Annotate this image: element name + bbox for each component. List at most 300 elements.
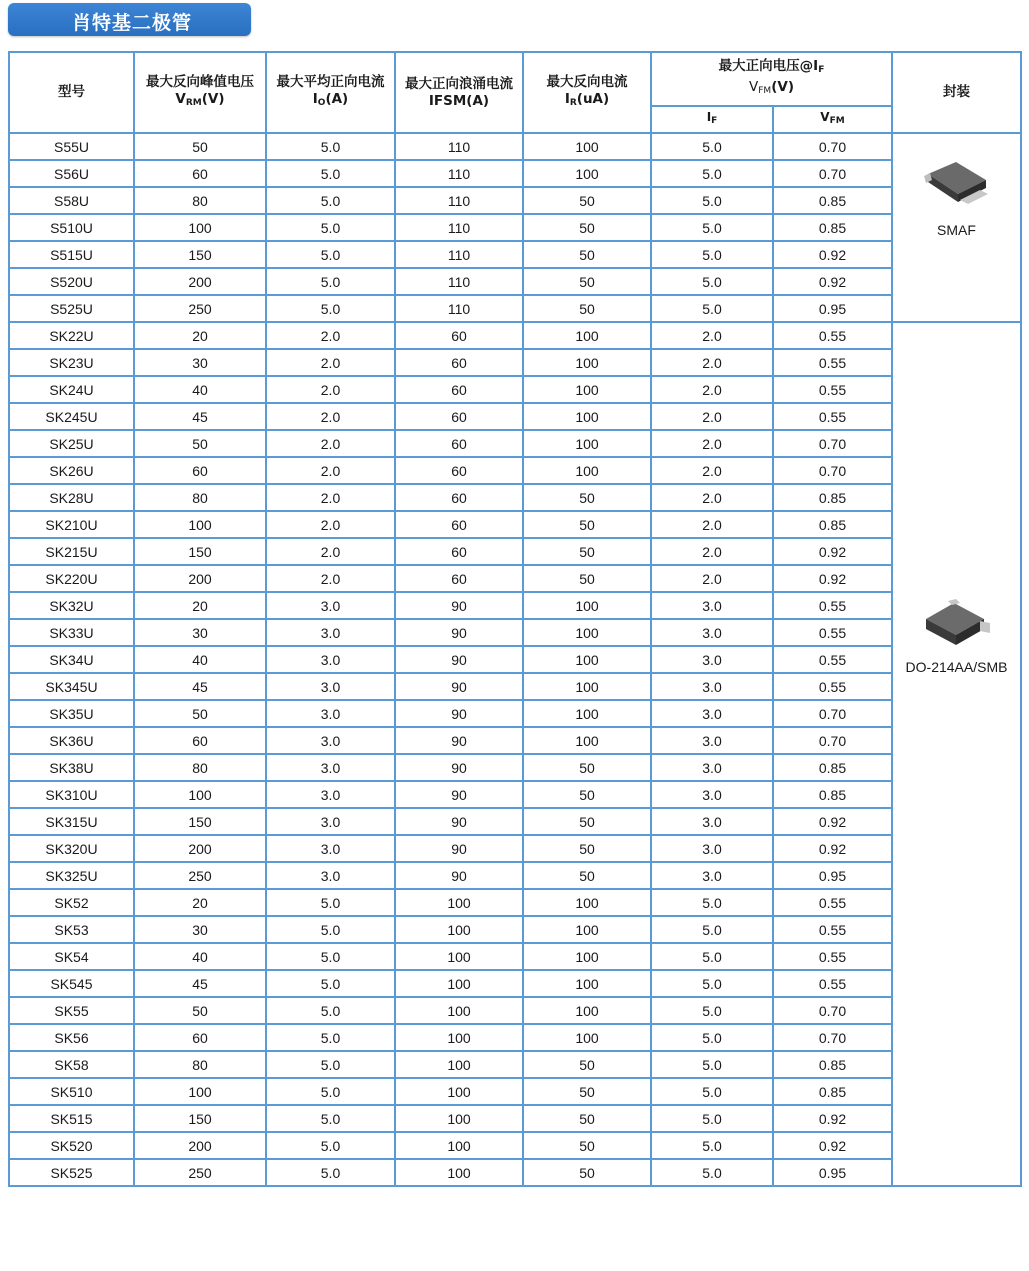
cell-io: 2.0	[266, 538, 395, 565]
cell-model: SK32U	[9, 592, 134, 619]
cell-if: 2.0	[651, 484, 773, 511]
cell-io: 2.0	[266, 403, 395, 430]
table-row	[9, 349, 1021, 376]
table-row	[9, 673, 1021, 700]
cell-vfm: 0.55	[773, 376, 892, 403]
cell-io: 3.0	[266, 727, 395, 754]
cell-vfm: 0.92	[773, 835, 892, 862]
cell-ir: 50	[523, 1105, 651, 1132]
cell-model: SK325U	[9, 862, 134, 889]
cell-ifsm: 110	[395, 133, 523, 160]
cell-vfm: 0.70	[773, 700, 892, 727]
cell-model: SK310U	[9, 781, 134, 808]
cell-if: 5.0	[651, 943, 773, 970]
table-row	[9, 781, 1021, 808]
cell-ir: 100	[523, 376, 651, 403]
smb-package-icon	[920, 593, 994, 649]
cell-ir: 50	[523, 295, 651, 322]
cell-ifsm: 90	[395, 619, 523, 646]
section-title-tag	[8, 3, 251, 36]
cell-vrm: 200	[134, 1132, 266, 1159]
cell-vfm: 0.55	[773, 970, 892, 997]
cell-model: SK515	[9, 1105, 134, 1132]
cell-vfm: 0.92	[773, 1132, 892, 1159]
cell-model: SK210U	[9, 511, 134, 538]
spec-table	[8, 51, 1022, 1187]
cell-vfm: 0.55	[773, 673, 892, 700]
cell-if: 5.0	[651, 916, 773, 943]
cell-model: S515U	[9, 241, 134, 268]
spec-table-body	[9, 133, 1021, 1186]
cell-vrm: 250	[134, 862, 266, 889]
cell-ifsm: 60	[395, 457, 523, 484]
cell-ir: 50	[523, 1078, 651, 1105]
cell-if: 5.0	[651, 1159, 773, 1186]
cell-vfm: 0.55	[773, 916, 892, 943]
cell-ir: 50	[523, 484, 651, 511]
cell-ifsm: 90	[395, 673, 523, 700]
cell-io: 2.0	[266, 484, 395, 511]
cell-model: SK53	[9, 916, 134, 943]
cell-ifsm: 90	[395, 754, 523, 781]
cell-io: 5.0	[266, 1051, 395, 1078]
cell-vrm: 150	[134, 808, 266, 835]
cell-vrm: 40	[134, 943, 266, 970]
cell-vrm: 150	[134, 241, 266, 268]
cell-ifsm: 60	[395, 403, 523, 430]
cell-model: S510U	[9, 214, 134, 241]
cell-if: 2.0	[651, 511, 773, 538]
cell-ifsm: 90	[395, 808, 523, 835]
cell-ir: 50	[523, 754, 651, 781]
cell-ifsm: 100	[395, 1159, 523, 1186]
package-cell-smb	[892, 322, 1021, 1186]
cell-if: 2.0	[651, 376, 773, 403]
cell-io: 5.0	[266, 916, 395, 943]
cell-vfm: 0.92	[773, 268, 892, 295]
cell-ifsm: 110	[395, 268, 523, 295]
cell-vrm: 60	[134, 1024, 266, 1051]
cell-ifsm: 100	[395, 997, 523, 1024]
cell-io: 5.0	[266, 943, 395, 970]
cell-model: SK22U	[9, 322, 134, 349]
cell-vrm: 50	[134, 430, 266, 457]
cell-ir: 100	[523, 403, 651, 430]
cell-model: SK510	[9, 1078, 134, 1105]
cell-ifsm: 90	[395, 781, 523, 808]
cell-vfm: 0.70	[773, 160, 892, 187]
cell-vfm: 0.92	[773, 565, 892, 592]
cell-model: SK520	[9, 1132, 134, 1159]
cell-model: SK320U	[9, 835, 134, 862]
cell-if: 5.0	[651, 268, 773, 295]
cell-io: 5.0	[266, 970, 395, 997]
cell-vrm: 80	[134, 187, 266, 214]
header-if: $I_F$	[651, 106, 773, 133]
cell-model: S58U	[9, 187, 134, 214]
cell-if: 5.0	[651, 889, 773, 916]
table-row	[9, 565, 1021, 592]
cell-ir: 100	[523, 646, 651, 673]
cell-model: SK245U	[9, 403, 134, 430]
cell-if: 5.0	[651, 295, 773, 322]
cell-model: SK23U	[9, 349, 134, 376]
table-row	[9, 430, 1021, 457]
cell-vrm: 45	[134, 970, 266, 997]
cell-if: 2.0	[651, 430, 773, 457]
cell-io: 2.0	[266, 322, 395, 349]
cell-ir: 50	[523, 1051, 651, 1078]
cell-io: 3.0	[266, 862, 395, 889]
table-row	[9, 133, 1021, 160]
table-row	[9, 970, 1021, 997]
cell-vfm: 0.95	[773, 1159, 892, 1186]
cell-if: 5.0	[651, 1078, 773, 1105]
cell-ir: 50	[523, 565, 651, 592]
cell-ir: 50	[523, 808, 651, 835]
table-row	[9, 1159, 1021, 1186]
cell-io: 3.0	[266, 781, 395, 808]
table-row	[9, 214, 1021, 241]
cell-ifsm: 90	[395, 700, 523, 727]
cell-model: SK28U	[9, 484, 134, 511]
cell-model: SK25U	[9, 430, 134, 457]
cell-model: SK56	[9, 1024, 134, 1051]
cell-model: SK215U	[9, 538, 134, 565]
cell-io: 3.0	[266, 808, 395, 835]
header-vfm: $V_{FM}$	[773, 106, 892, 133]
cell-if: 5.0	[651, 1051, 773, 1078]
cell-if: 2.0	[651, 538, 773, 565]
cell-ir: 100	[523, 1024, 651, 1051]
cell-ir: 100	[523, 322, 651, 349]
cell-vfm: 0.70	[773, 430, 892, 457]
table-row	[9, 160, 1021, 187]
cell-model: SK24U	[9, 376, 134, 403]
header-ifsm: 最大正向浪涌电流 IFSM(A)	[395, 52, 523, 133]
cell-if: 2.0	[651, 349, 773, 376]
cell-io: 5.0	[266, 160, 395, 187]
cell-ifsm: 60	[395, 538, 523, 565]
table-row	[9, 538, 1021, 565]
smaf-package-icon	[920, 156, 994, 212]
cell-vrm: 30	[134, 349, 266, 376]
cell-model: S55U	[9, 133, 134, 160]
cell-vfm: 0.55	[773, 322, 892, 349]
cell-vfm: 0.85	[773, 214, 892, 241]
cell-ir: 50	[523, 1132, 651, 1159]
cell-vrm: 200	[134, 835, 266, 862]
cell-ir: 100	[523, 592, 651, 619]
cell-ir: 100	[523, 970, 651, 997]
cell-if: 2.0	[651, 403, 773, 430]
table-row	[9, 295, 1021, 322]
cell-model: SK345U	[9, 673, 134, 700]
cell-if: 2.0	[651, 457, 773, 484]
header-model: 型号	[9, 52, 134, 133]
cell-model: SK54	[9, 943, 134, 970]
cell-vfm: 0.55	[773, 619, 892, 646]
table-row	[9, 700, 1021, 727]
cell-model: SK315U	[9, 808, 134, 835]
cell-vrm: 45	[134, 673, 266, 700]
cell-vrm: 150	[134, 538, 266, 565]
cell-vfm: 0.85	[773, 1051, 892, 1078]
cell-model: SK34U	[9, 646, 134, 673]
table-row	[9, 1132, 1021, 1159]
cell-ifsm: 60	[395, 322, 523, 349]
table-row	[9, 835, 1021, 862]
cell-io: 5.0	[266, 187, 395, 214]
cell-ifsm: 100	[395, 1024, 523, 1051]
table-row	[9, 1078, 1021, 1105]
cell-vfm: 0.70	[773, 727, 892, 754]
cell-ifsm: 60	[395, 511, 523, 538]
cell-model: SK26U	[9, 457, 134, 484]
cell-if: 5.0	[651, 160, 773, 187]
cell-vfm: 0.55	[773, 403, 892, 430]
cell-ifsm: 110	[395, 214, 523, 241]
cell-vrm: 80	[134, 754, 266, 781]
cell-ifsm: 60	[395, 376, 523, 403]
cell-ir: 50	[523, 835, 651, 862]
table-row	[9, 187, 1021, 214]
cell-ir: 100	[523, 727, 651, 754]
cell-if: 5.0	[651, 1105, 773, 1132]
cell-model: SK52	[9, 889, 134, 916]
cell-vrm: 250	[134, 1159, 266, 1186]
cell-vrm: 100	[134, 1078, 266, 1105]
table-row	[9, 322, 1021, 349]
cell-io: 3.0	[266, 592, 395, 619]
cell-io: 2.0	[266, 376, 395, 403]
table-row	[9, 1024, 1021, 1051]
table-row	[9, 376, 1021, 403]
cell-model: SK55	[9, 997, 134, 1024]
table-row	[9, 484, 1021, 511]
cell-model: SK58	[9, 1051, 134, 1078]
header-vf: 最大正向电压$@I_F$ $V_{FM}(V)$	[651, 52, 892, 106]
cell-vrm: 200	[134, 268, 266, 295]
cell-vrm: 40	[134, 376, 266, 403]
cell-if: 3.0	[651, 808, 773, 835]
cell-if: 3.0	[651, 835, 773, 862]
cell-ifsm: 100	[395, 1051, 523, 1078]
header-ir: 最大反向电流 $I_R(uA)$	[523, 52, 651, 133]
cell-vrm: 100	[134, 214, 266, 241]
cell-vfm: 0.85	[773, 781, 892, 808]
cell-vrm: 50	[134, 133, 266, 160]
cell-vrm: 20	[134, 889, 266, 916]
cell-ifsm: 100	[395, 1132, 523, 1159]
header-io: 最大平均正向电流 $I_O(A)$	[266, 52, 395, 133]
cell-vfm: 0.55	[773, 943, 892, 970]
cell-ir: 100	[523, 916, 651, 943]
cell-ir: 50	[523, 1159, 651, 1186]
cell-model: SK220U	[9, 565, 134, 592]
cell-vrm: 20	[134, 592, 266, 619]
cell-io: 2.0	[266, 565, 395, 592]
cell-ifsm: 60	[395, 349, 523, 376]
cell-vfm: 0.95	[773, 295, 892, 322]
cell-ifsm: 100	[395, 916, 523, 943]
table-row	[9, 916, 1021, 943]
cell-vrm: 30	[134, 916, 266, 943]
cell-model: SK36U	[9, 727, 134, 754]
cell-ifsm: 90	[395, 727, 523, 754]
cell-vfm: 0.70	[773, 133, 892, 160]
cell-ifsm: 90	[395, 862, 523, 889]
cell-io: 3.0	[266, 673, 395, 700]
cell-ir: 100	[523, 673, 651, 700]
cell-vfm: 0.85	[773, 484, 892, 511]
cell-vfm: 0.92	[773, 538, 892, 565]
cell-vfm: 0.92	[773, 241, 892, 268]
cell-ir: 100	[523, 349, 651, 376]
cell-io: 3.0	[266, 754, 395, 781]
cell-vrm: 80	[134, 1051, 266, 1078]
cell-io: 5.0	[266, 214, 395, 241]
cell-ir: 100	[523, 160, 651, 187]
cell-ir: 100	[523, 997, 651, 1024]
cell-ir: 100	[523, 943, 651, 970]
cell-vfm: 0.55	[773, 889, 892, 916]
cell-model: SK33U	[9, 619, 134, 646]
cell-if: 5.0	[651, 1024, 773, 1051]
cell-vfm: 0.85	[773, 754, 892, 781]
cell-vrm: 45	[134, 403, 266, 430]
table-row	[9, 1105, 1021, 1132]
cell-ir: 50	[523, 268, 651, 295]
cell-if: 3.0	[651, 754, 773, 781]
cell-io: 2.0	[266, 457, 395, 484]
table-row	[9, 889, 1021, 916]
cell-ifsm: 100	[395, 1078, 523, 1105]
cell-if: 5.0	[651, 187, 773, 214]
cell-vrm: 100	[134, 781, 266, 808]
cell-vfm: 0.95	[773, 862, 892, 889]
cell-ir: 100	[523, 889, 651, 916]
cell-vrm: 60	[134, 727, 266, 754]
cell-ir: 100	[523, 700, 651, 727]
cell-ir: 50	[523, 511, 651, 538]
cell-vfm: 0.70	[773, 997, 892, 1024]
cell-vrm: 60	[134, 160, 266, 187]
table-row	[9, 862, 1021, 889]
cell-ifsm: 90	[395, 835, 523, 862]
cell-io: 5.0	[266, 1105, 395, 1132]
cell-if: 3.0	[651, 592, 773, 619]
cell-vfm: 0.55	[773, 592, 892, 619]
cell-ir: 100	[523, 133, 651, 160]
cell-vrm: 40	[134, 646, 266, 673]
cell-vfm: 0.55	[773, 646, 892, 673]
cell-if: 5.0	[651, 241, 773, 268]
package-cell-smaf	[892, 133, 1021, 322]
cell-ifsm: 60	[395, 484, 523, 511]
cell-model: SK545	[9, 970, 134, 997]
cell-io: 2.0	[266, 430, 395, 457]
cell-model: S56U	[9, 160, 134, 187]
cell-if: 5.0	[651, 1132, 773, 1159]
cell-ir: 100	[523, 619, 651, 646]
cell-vrm: 30	[134, 619, 266, 646]
cell-model: S520U	[9, 268, 134, 295]
cell-if: 3.0	[651, 619, 773, 646]
cell-vfm: 0.85	[773, 1078, 892, 1105]
cell-vrm: 60	[134, 457, 266, 484]
table-row	[9, 241, 1021, 268]
table-row	[9, 592, 1021, 619]
cell-vfm: 0.92	[773, 1105, 892, 1132]
cell-ifsm: 110	[395, 187, 523, 214]
cell-model: S525U	[9, 295, 134, 322]
cell-io: 5.0	[266, 889, 395, 916]
cell-vfm: 0.70	[773, 457, 892, 484]
cell-ir: 100	[523, 457, 651, 484]
cell-if: 5.0	[651, 970, 773, 997]
cell-io: 5.0	[266, 295, 395, 322]
cell-if: 3.0	[651, 646, 773, 673]
cell-ir: 50	[523, 781, 651, 808]
cell-if: 3.0	[651, 673, 773, 700]
table-row	[9, 943, 1021, 970]
table-row	[9, 403, 1021, 430]
cell-io: 5.0	[266, 1024, 395, 1051]
cell-if: 5.0	[651, 997, 773, 1024]
cell-if: 3.0	[651, 862, 773, 889]
table-row	[9, 646, 1021, 673]
cell-vfm: 0.55	[773, 349, 892, 376]
cell-io: 2.0	[266, 511, 395, 538]
cell-model: SK525	[9, 1159, 134, 1186]
cell-if: 3.0	[651, 727, 773, 754]
cell-ir: 50	[523, 241, 651, 268]
cell-ifsm: 100	[395, 943, 523, 970]
cell-vfm: 0.85	[773, 511, 892, 538]
cell-vrm: 200	[134, 565, 266, 592]
section-title: 肖特基二极管	[72, 12, 193, 34]
cell-if: 2.0	[651, 322, 773, 349]
cell-ir: 50	[523, 187, 651, 214]
cell-vrm: 50	[134, 700, 266, 727]
cell-vfm: 0.85	[773, 187, 892, 214]
cell-io: 3.0	[266, 619, 395, 646]
cell-io: 2.0	[266, 349, 395, 376]
cell-ifsm: 110	[395, 241, 523, 268]
table-row	[9, 619, 1021, 646]
cell-model: SK35U	[9, 700, 134, 727]
cell-if: 2.0	[651, 565, 773, 592]
cell-vrm: 100	[134, 511, 266, 538]
cell-ir: 50	[523, 538, 651, 565]
cell-if: 3.0	[651, 700, 773, 727]
cell-if: 3.0	[651, 781, 773, 808]
cell-vrm: 80	[134, 484, 266, 511]
cell-ifsm: 100	[395, 889, 523, 916]
cell-io: 5.0	[266, 1132, 395, 1159]
package-name-smaf: SMAF	[937, 222, 976, 238]
cell-io: 5.0	[266, 1078, 395, 1105]
header-package: 封装	[892, 52, 1021, 133]
cell-vrm: 250	[134, 295, 266, 322]
header-vrm: 最大反向峰值电压 $V_{RM}(V)$	[134, 52, 266, 133]
cell-io: 5.0	[266, 268, 395, 295]
table-row	[9, 268, 1021, 295]
cell-io: 3.0	[266, 835, 395, 862]
cell-ir: 50	[523, 862, 651, 889]
cell-ifsm: 110	[395, 160, 523, 187]
